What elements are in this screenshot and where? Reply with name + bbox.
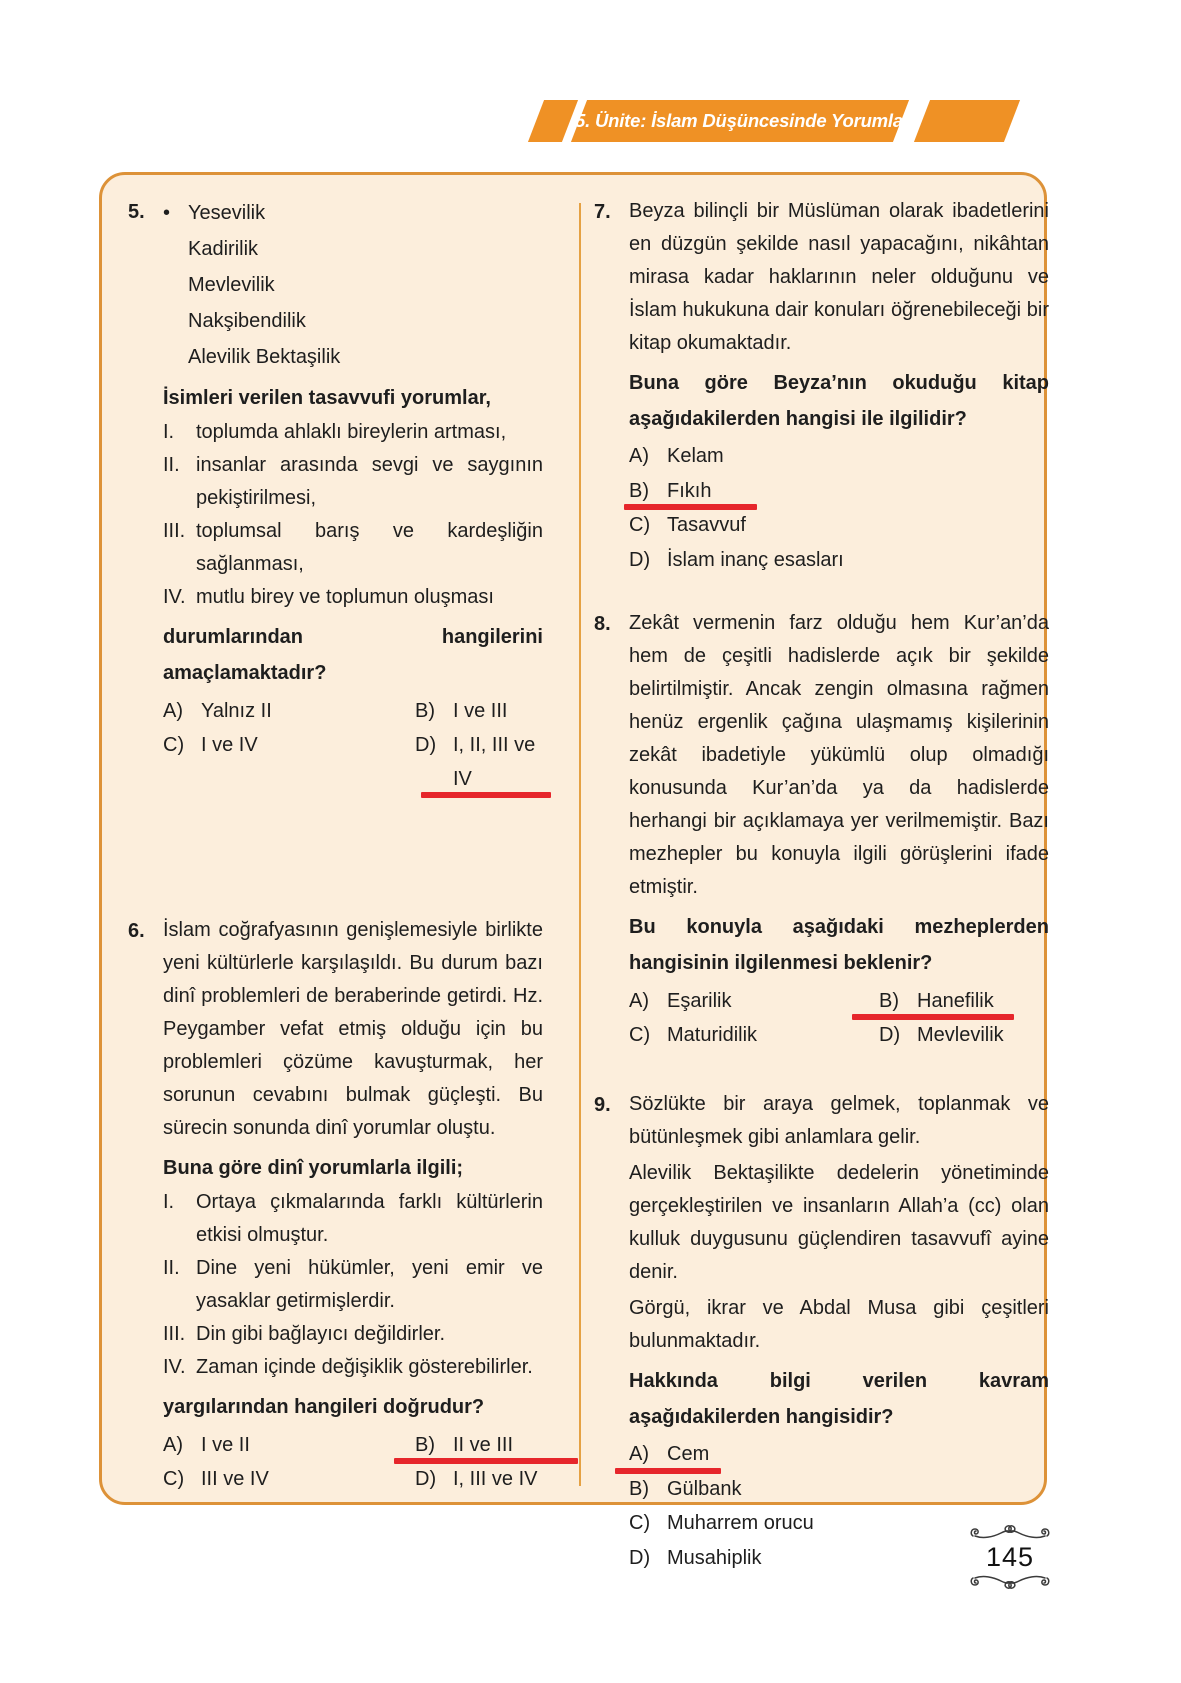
question-7 (594, 195, 1049, 577)
option-a: A) I ve II (163, 1434, 250, 1456)
roman-item: II. Dine yeni hükümler, yeni emir ve yasaklar getirmişlerdir. (163, 1257, 543, 1312)
question-stem: yargılarından hangileri doğrudur? (163, 1396, 485, 1418)
banner-slash-left (528, 100, 578, 142)
options (163, 1428, 543, 1496)
question-stem: Buna göre Beyza’nın okuduğu kitap aşağıdakilerden hangisi ile ilgilidir? (629, 372, 1049, 430)
roman-item: I. Ortaya çıkmalarında farklı kültürlerin etkisi olmuştur. (163, 1191, 543, 1246)
question-paragraph: Beyza bilinçli bir Müslüman olarak ibadetlerini en düzgün şekilde nasıl yapacağını, nikâhtan mirasa kadar haklarının neler olduğunu ve İslam hukukuna dair konuları öğrenebileceği bir kitap okumaktadır. (629, 200, 1049, 354)
roman-item: II. insanlar arasında sevgi ve saygının pekiştirilmesi, (163, 454, 543, 509)
question-stem: durumlarından hangilerini amaçlamaktadır? (163, 626, 543, 684)
question-stem: Bu konuyla aşağıdaki mezheplerden hangisinin ilgilenmesi beklenir? (629, 916, 1049, 974)
list-item: • Yesevilik (163, 195, 543, 231)
option-c: C) III ve IV (163, 1468, 269, 1490)
answer-underline (421, 792, 551, 798)
list-item: Kadirilik (188, 238, 259, 260)
options (629, 439, 1049, 577)
question-6 (128, 914, 543, 1496)
question-5 (128, 195, 543, 796)
roman-item: III. toplumsal barış ve kardeşliğin sağlanması, (163, 520, 543, 575)
option-d: D) İslam inanç esasları (629, 548, 844, 571)
option-c: C) I ve IV (163, 734, 258, 756)
flourish-top-icon (969, 1524, 1051, 1542)
question-number: 9. (594, 1094, 611, 1116)
option-c: C) Maturidilik (629, 1024, 758, 1046)
page-number: 145 (985, 1542, 1035, 1572)
option-b: B) II ve III (415, 1428, 543, 1462)
page-footer (945, 1524, 1075, 1590)
option-c: C) Muharrem orucu (629, 1512, 814, 1534)
question-paragraph: Zekât vermenin farz olduğu hem Kur’an’da hem de çeşitli hadislerde açık bir şekilde belirtilmiştir. Ancak zengin olmasına rağmen henüz ergenlik çağına ulaşmamış kişilerinin zekât ibadetiyle yükümlü olup olmadığı konusunda Kur’an’da ya da hadislerde herhangi bir açıklamaya yer verilmemiştir. Bazı mezhepler bu konuyla ilgili görüşlerini ifade etmiştir. (629, 612, 1049, 898)
option-c: C) Tasavvuf (629, 514, 746, 536)
question-paragraph: İslam coğrafyasının genişlemesiyle birlikte yeni kültürlerle karşılaşıldı. Bu durum bazı dinî problemleri de beraberinde getirdi. Hz. Peygamber vefat etmiş olduğu için bu problemleri çözüme kavuşturmak, her sorunun cevabını bulmak güçleşti. Bu sürecin sonunda dinî yorumlar oluştu. (163, 919, 543, 1139)
option-d: D) Mevlevilik (879, 1024, 1004, 1046)
option-d: D) I, III ve IV (415, 1468, 538, 1490)
option-b: B) I ve III (415, 700, 508, 722)
option-a: A) Cem (629, 1437, 1049, 1472)
question-paragraph: Alevilik Bektaşilikte dedelerin yönetiminde gerçekleştirilen ve insanların Allah’a (cc) olan kulluk duygusunu güçlendiren tasavvufî ayine denir. (629, 1162, 1049, 1283)
list-item: Alevilik Bektaşilik (188, 346, 341, 368)
question-number: 5. (128, 201, 145, 223)
roman-item: III. Din gibi bağlayıcı değildirler. (163, 1323, 446, 1345)
list-item: Nakşibendilik (188, 310, 306, 332)
option-b: B) Fıkıh (629, 474, 1049, 509)
question-stem: Buna göre dinî yorumlarla ilgili; (163, 1157, 464, 1179)
option-d: D) I, II, III ve IV (415, 728, 543, 796)
option-a: A) Kelam (629, 445, 724, 467)
roman-item: IV. mutlu birey ve toplumun oluşması (163, 586, 494, 608)
roman-item: I. toplumda ahlaklı bireylerin artması, (163, 421, 507, 443)
options (629, 984, 1049, 1052)
option-d: D) Musahiplik (629, 1546, 762, 1569)
question-number: 7. (594, 201, 611, 223)
bullet-list (163, 195, 543, 375)
column-divider (579, 203, 581, 1486)
question-paragraph: Sözlükte bir araya gelmek, toplanmak ve bütünleşmek gibi anlamlara gelir. (629, 1093, 1049, 1148)
question-8 (594, 607, 1049, 1052)
options (163, 694, 543, 796)
left-column (128, 195, 543, 1496)
question-paragraph: Görgü, ikrar ve Abdal Musa gibi çeşitleri bulunmaktadır. (629, 1297, 1049, 1352)
question-stem: Hakkında bilgi verilen kavram aşağıdakilerden hangisidir? (629, 1370, 1049, 1428)
option-b: B) Gülbank (629, 1477, 742, 1500)
question-stem: İsimleri verilen tasavvufi yorumlar, (163, 387, 491, 409)
option-a: A) Eşarilik (629, 990, 732, 1012)
option-a: A) Yalnız II (163, 700, 272, 722)
question-number: 6. (128, 920, 145, 942)
option-b: B) Hanefilik (879, 984, 1049, 1018)
bullet-icon: • (163, 202, 171, 224)
unit-banner-title: 5. Ünite: İslam Düşüncesinde Yorumlar (575, 110, 910, 131)
banner-slash-right (914, 100, 1020, 142)
roman-item: IV. Zaman içinde değişiklik gösterebilirler. (163, 1356, 533, 1378)
list-item: Mevlevilik (188, 274, 275, 296)
question-number: 8. (594, 613, 611, 635)
right-column (594, 195, 1049, 1575)
question-9 (594, 1088, 1049, 1575)
flourish-bottom-icon (969, 1572, 1051, 1590)
